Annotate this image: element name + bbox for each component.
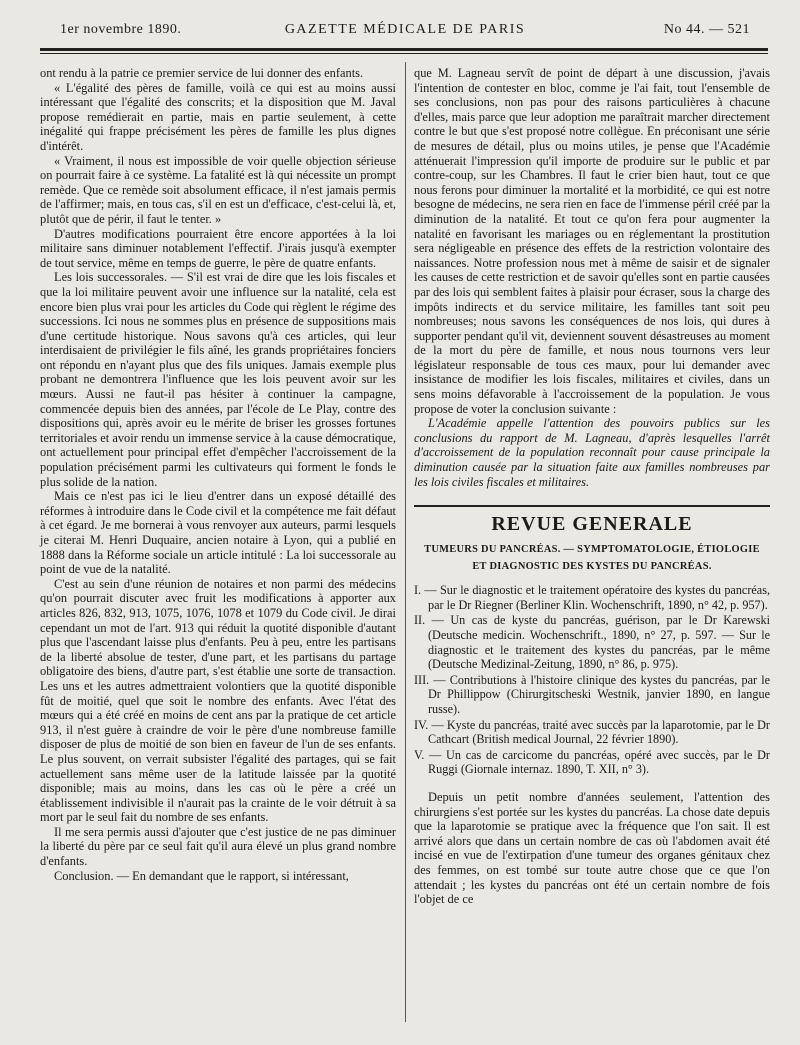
paragraph: D'autres modifications pourraient être encore apportées à la loi militaire sans diminuer notablement l'effectif. J'irais jusqu'à exempter de tout service, même en temps de guerre, le père de quatre enfants. <box>40 226 396 270</box>
right-column <box>414 66 770 907</box>
issue-date: 1er novembre 1890. <box>60 22 182 37</box>
paragraph: Mais ce n'est pas ici le lieu d'entrer dans un exposé détaillé des réformes à introduire dans le Code civil et la compétence me fait défaut à cet égard. Je me bornerai à vous renvoyer aux auteurs, parmi lesquels je citerai M. Henri Duquaire, ancien notaire à Lyon, qui a publié en 1888 dans la Réforme sociale un article intitulé : La loi successorale au point de vue de la natalité. <box>40 489 396 577</box>
paragraph: Les lois successorales. — S'il est vrai de dire que les lois fiscales et que la loi militaire peuvent avoir une influence sur la natalité, cela est encore bien plus vrai pour les articles du Code qui règlent le régime des successions. Ici nous ne sommes plus en présence de suppositions mais d'une certitude historique. Nous savons qu'à ces articles, qui leur interdisaient de privilégier le fils aîné, les grands propriétaires fonciers ont répondu en n'ayant plus que des fils uniques. Jamais exemple plus probant ne demontrera l'influence que les lois peuvent avoir sur les mœurs. Aussi ne faut-il pas hésiter à continuer la campagne, commencée depuis bien des années, par l'école de Le Play, contre des dispositions qui, après avoir eu le mérite de briser les grosses fortunes territoriales et avoir rendu un immense service à la cause démocratique, ont actuellement pour principal effet d'empêcher l'accroissement de la population précisément parmi les cultivateurs qui forment le fonds le plus solide de la nation. <box>40 270 396 489</box>
section-subtitle-line: ET DIAGNOSTIC DES KYSTES DU PANCRÉAS. <box>472 561 712 573</box>
journal-title: GAZETTE MÉDICALE DE PARIS <box>284 22 526 37</box>
reference-item: IV. — Kyste du pancréas, traité avec succès par la laparotomie, par le Dr Cathcart (British medical Journal, 22 février 1890). <box>414 717 770 747</box>
reference-item: III. — Contributions à l'histoire clinique des kystes du pancréas, par le Dr Phillippow (Chirurgitscheski Westnik, janvier 1890, en langue russe). <box>414 672 770 716</box>
section-subtitle-line: TUMEURS DU PANCRÉAS. — SYMPTOMATOLOGIE, ÉTIOLOGIE <box>424 544 760 556</box>
paragraph: « L'égalité des pères de famille, voilà ce qui est au moins aussi intéressant que l'égalité des conscrits; et la disposition que M. Javal propose remédierait en partie, mais en partie seulement, à cette inégalité qui frappe précisément les pères de famille les plus dignes d'intérêt. <box>40 80 396 153</box>
section-title: REVUE GENERALE <box>491 513 693 536</box>
column-divider <box>405 62 406 1022</box>
header-rule <box>40 48 768 54</box>
paragraph: que M. Lagneau servît de point de départ à une discussion, j'avais l'intention de contester en bloc, comme je l'ai fait, tout l'ensemble de ses conclusions, non pas pour des raisons particulières à chacune d'elles, mais parce que leur adoption me paraîtrait marcher directement contre le but que s'est proposé notre collègue. En préconisant une série de mesures de détail, plus ou moins utiles, je pense que l'Académie atténuerait l'impression qu'il importe de produire sur le public et par contre-coup, sur les Chambres. Il faut le crier bien haut, tout ce que nous ferons pour diminuer la mortalité et la morbidité, ce qui est notre besogne de médecins, ne sera rien en face de l'immense péril créé par la diminution de la natalité. Et tout ce qu'on fera pour augmenter la natalité en favorisant les mariages ou en réglementant la prostitution sera négligeable en présence des effets de la restriction volontaire des naissances. Notre profession nous met à même de saisir et de signaler les causes de cette restriction et de savoir qu'elles sont en partie causées par des lois qui semblent faites à plaisir pour écraser, sous la charge des impôts indirects et du service militaire, les familles tant soit peu nombreuses; nous savons les conséquences de nos lois, qui dures à supporter pendant qu'il vit, deviennent souvent désastreuses au moment de la mort du père de famille, et nous nous tournons vers leur législateur responsable de tous ces maux, pour lui demander avec insistance de modifier les lois fiscales, militaires et civiles, dans un sens moins défavorable à l'accroissement de la population. Je vous propose de voter la conclusion suivante : <box>414 66 770 416</box>
paragraph: Conclusion. — En demandant que le rapport, si intéressant, <box>54 868 349 883</box>
paragraph: « Vraiment, il nous est impossible de voir quelle objection sérieuse on pourrait faire à ce système. La fatalité est là qui nécessite un prompt remède. Que ce remède soit absolument efficace, il n'est jamais permis de l'affirmer; mais, en tous cas, s'il en est un d'efficace, c'est-celui là, et, plutôt que de périr, il faut le tenter. » <box>40 153 396 226</box>
reference-item: I. — Sur le diagnostic et le traitement opératoire des kystes du pancréas, par le Dr Riegner (Berliner Klin. Wochenschrift, 1890, n° 42, p. 957). <box>414 583 770 612</box>
paragraph: Il me sera permis aussi d'ajouter que c'est justice de ne pas diminuer la liberté du père par ce seul fait qu'il aura élevé un plus grand nombre d'enfants. <box>40 824 396 869</box>
reference-item: II. — Un cas de kyste du pancréas, guérison, par le Dr Karewski (Deutsche medicin. Wochenschrift., 1890, n° 27, p. 597. — Sur le diagnostic et le traitement des kystes du pancréas, par le même (Deutsche Medizinal-Zeitung, 1890, n° 86, p. 975). <box>414 613 770 672</box>
paragraph: C'est au sein d'une réunion de notaires et non parmi des médecins qu'on pourrait discuter avec fruit les modifications à apporter aux articles 826, 832, 913, 1075, 1076, 1078 et 1079 du Code civil. Je dirai cependant un mot de l'art. 913 qui réduit la quotité disponible d'autant plus que l'ascendant laisse plus d'enfants. Peu à peu, entre les partisans de la liberté absolue de tester, d'une part, et les partisans du partage obligatoire des biens, d'autre part, s'est établie une sorte de transaction. Les uns et les autres admettraient volontiers que la quotité disponible fût de moitié, quel que soit le nombre des enfants. Avec l'état des mœurs qui a été créé en moins de cent ans par la pratique de cet article 913, il n'est guère à craindre de voir le père d'une nombreuse famille disposer de plus de moitié de son bien en faveur de l'un de ses enfants. Le plus souvent, on verrait subsister l'égalité des partages, qui se fait actuellement sans même user de la latitude laissée par la quotité disponible; mais au moins, dans les cas où le père a créé un établissement indivisible il n'aurait pas la crainte de le voir détruit à sa mort par le seul fait du nombre de ses enfants. <box>40 576 396 825</box>
paragraph: ont rendu à la patrie ce premier service de lui donner des enfants. <box>40 66 364 80</box>
section-rule <box>414 505 770 507</box>
reference-item: V. — Un cas de carcicome du pancréas, opéré avec succès, par le Dr Ruggi (Giornale internaz. 1890, T. XII, n° 3). <box>414 747 770 777</box>
section-subtitle <box>414 541 770 575</box>
conclusion-quote: L'Académie appelle l'attention des pouvoirs publics sur les conclusions du rapport de M. Lagneau, d'après lesquelles l'arrêt d'accroissement de la population reconnaît pour cause principale la diminution causée par la situation faite aux familles nombreuses par les lois civiles fiscales et militaires. <box>414 416 770 489</box>
left-column <box>40 66 396 883</box>
paragraph: Depuis un petit nombre d'années seulement, l'attention des chirurgiens s'est portée sur les kystes du pancréas. La chose date depuis que la laparotomie se pratique avec la fréquence que l'on sait. Il est arrivé alors que dans un certain nombre de cas où l'abdomen avait été incisé en vue de l'extirpation d'une tumeur des organes génitaux chez des femmes, on est tombé sur toute autre chose que ce que l'on attendait ; les kystes du pancréas ont été un certain nombre de fois l'objet de ce <box>414 789 770 907</box>
page-header <box>60 22 750 44</box>
issue-page-number: No 44. — 521 <box>663 22 750 37</box>
